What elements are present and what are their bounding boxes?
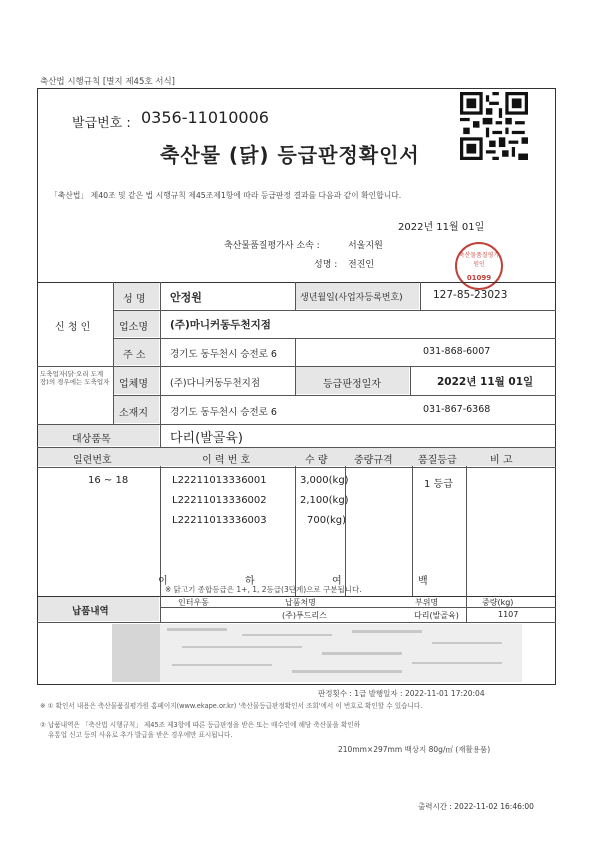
seal-code: 01099 (466, 274, 492, 282)
grid-line (113, 310, 556, 311)
col-header-remarks: 비 고 (490, 455, 513, 466)
obscured-area (112, 624, 522, 682)
grid-line (37, 622, 556, 623)
business-name: (주)마니커동두천지점 (170, 319, 271, 331)
evaluator-name-label: 성명 : (314, 260, 338, 270)
quantity-1: 3,000(kg) (300, 475, 349, 486)
delivery-col-2: 납품처명 (285, 598, 316, 607)
applicant-group-label: 신 청 인 (55, 322, 91, 333)
grade-value: 1 등급 (424, 479, 453, 490)
grid-line (295, 447, 296, 596)
grid-line (466, 447, 467, 596)
location-label: 소재지 (119, 408, 148, 419)
business-label: 업소명 (119, 322, 148, 333)
product-label: 대상품목 (72, 434, 111, 445)
grid-line (420, 282, 421, 310)
address-value: 경기도 동두천시 승전로 6 (170, 349, 277, 360)
col-header-trace: 이 력 번 호 (202, 455, 251, 466)
form-reference: 축산법 시행규칙 [별지 제45호 서식] (40, 77, 176, 87)
grid-line (410, 366, 411, 395)
print-time: 출력시간 : 2022-11-02 16:46:00 (418, 802, 534, 811)
grid-line (37, 467, 556, 468)
note-2: ② 납품내역은 「축산법 시행규칙」 제45조 제3항에 따른 등급판정을 받은 또는 매수인에 해당 축산물을 확인하 (40, 721, 361, 729)
birth-label: 생년월일(사업자등록번호) (300, 293, 403, 303)
quantity-3: 700(kg) (307, 515, 347, 526)
document-title: 축산물 (닭) 등급판정확인서 (160, 143, 420, 167)
grade-footnote: ※ 닭고기 종합등급은 1+, 1, 2등급(3단계)으로 구분됩니다. (165, 585, 362, 594)
blank-mark-3: 여 (332, 576, 342, 587)
issue-count: 판정횟수 : 1급 발행일자 : 2022-11-01 17:20:04 (318, 689, 485, 698)
judge-date: 2022년 11월 01일 (437, 376, 534, 388)
issue-number-label: 발급번호 : (72, 116, 131, 131)
trace-number-1: L22211013336001 (172, 475, 267, 486)
delivery-label: 납품내역 (72, 606, 109, 617)
grid-line (160, 282, 161, 424)
issue-number: 0356-11010006 (141, 108, 269, 127)
col-header-serial: 일련번호 (73, 455, 112, 466)
office-value: 서울지원 (348, 241, 383, 251)
col-header-quantity: 수 량 (305, 455, 328, 466)
office-label: 축산물품질평가사 소속 : (224, 241, 320, 251)
delivery-col-1: 인터우동 (178, 598, 209, 607)
applicant-name: 안정원 (170, 291, 202, 304)
address-label: 주 소 (123, 350, 146, 361)
delivery-recipient: (주)푸드리스 (282, 611, 327, 620)
delivery-part: 다리(발골육) (414, 611, 459, 620)
company-label: 업체명 (119, 379, 148, 390)
col-header-grade: 품질등급 (418, 455, 457, 466)
col-header-weight-spec: 중량규격 (354, 455, 393, 466)
note-1: ※ ① 확인서 내용은 축산물품질평가원 홈페이지(www.ekape.or.kr) '축산물등급판정확인서 조회'에서 이 번호로 확인할 수 있습니다. (40, 702, 423, 710)
worker-group-label: 도축업자(닭·오리 도계장)의 경우에는 도축업자 (40, 370, 110, 386)
blank-mark-1: 이 (158, 576, 168, 587)
delivery-weight: 1107 (498, 610, 519, 619)
trace-number-3: L22211013336003 (172, 515, 267, 526)
grid-line (466, 596, 467, 622)
delivery-col-3: 부위명 (415, 598, 439, 607)
grid-line (295, 338, 296, 366)
blank-mark-2: 하 (245, 576, 255, 587)
worker-phone: 031-867-6368 (423, 404, 491, 415)
grid-line (160, 424, 161, 447)
paper-spec: 210mm×297mm 백상지 80g/㎡ (재활용품) (338, 745, 491, 754)
trace-number-2: L22211013336002 (172, 495, 267, 506)
grid-line (160, 596, 161, 622)
evaluator-name: 전진인 (348, 260, 375, 270)
blank-mark-4: 백 (418, 576, 428, 587)
grid-line (412, 447, 413, 596)
header-row-bg (38, 448, 555, 466)
location-value: 경기도 동두천시 승전로 6 (170, 407, 277, 418)
issue-date: 2022년 11월 01일 (398, 222, 485, 233)
applicant-name-label: 성 명 (123, 294, 146, 305)
quantity-2: 2,100(kg) (300, 495, 349, 506)
serial-range: 16 ~ 18 (88, 475, 129, 486)
judge-date-label: 등급판정일자 (323, 379, 381, 390)
company-name: (주)다니커동두천지점 (170, 378, 261, 389)
product-value: 다리(발골육) (170, 431, 243, 446)
applicant-phone: 031-868-6007 (423, 346, 491, 357)
note-3: 유통업 신고 등의 사유로 추가 발급을 받은 경우에만 표시됩니다. (48, 731, 233, 739)
intro-text: 「축산법」 제40조 및 같은 법 시행규칙 제45조제1항에 따라 등급판정 결과를 다음과 같이 확인합니다. (50, 191, 402, 200)
grid-line (113, 338, 556, 339)
delivery-col-4: 중량(kg) (482, 598, 514, 607)
grid-line (113, 395, 556, 396)
qr-code (460, 92, 528, 160)
seal-text: 축산물품질평가원인 (458, 252, 500, 268)
birth-value: 127-85-23023 (433, 289, 508, 301)
